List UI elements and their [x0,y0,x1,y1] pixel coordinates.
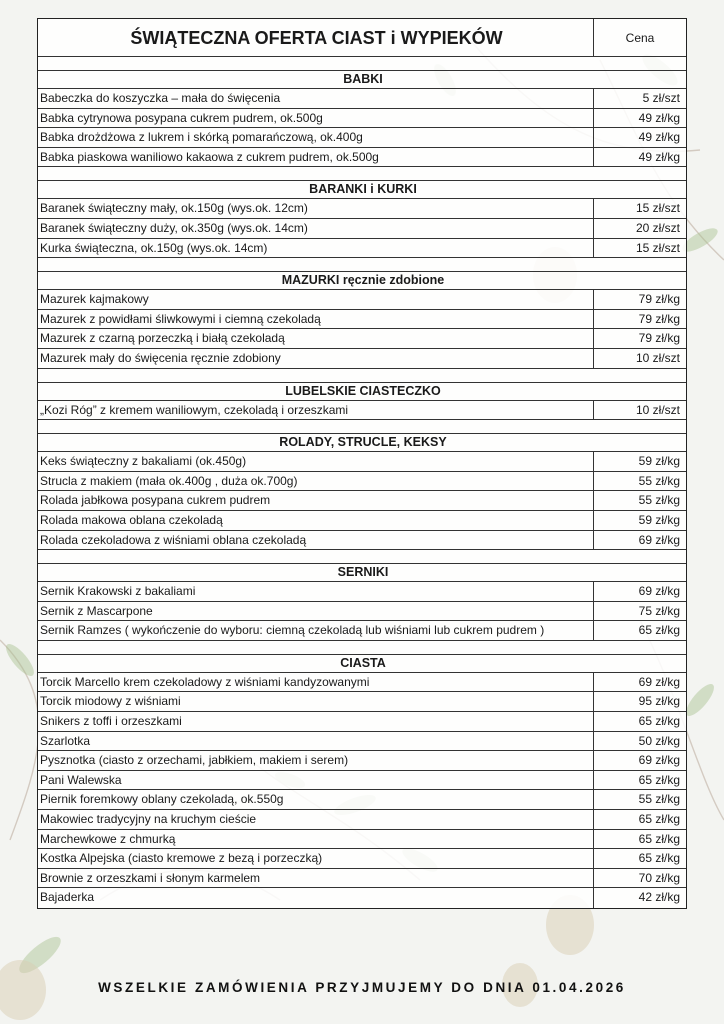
item-name: Kostka Alpejska (ciasto kremowe z bezą i porzeczką) [40,851,323,866]
item-name: Rolada czekoladowa z wiśniami oblana czekoladą [40,532,307,547]
menu-item-row [38,673,686,693]
item-price: 65 zł/kg [593,810,686,829]
menu-item-row [38,401,686,421]
section-spacer [38,550,686,564]
category-title: CIASTA [340,655,386,670]
item-name: Babka piaskowa waniliowo kakaowa z cukrem pudrem, ok.500g [40,149,379,164]
item-price: 20 zł/szt [593,219,686,238]
category-header [38,564,686,582]
item-price: 59 zł/kg [593,452,686,471]
menu-item-row [38,888,686,908]
menu-item-row [38,771,686,791]
item-price: 69 zł/kg [593,582,686,601]
section-spacer [38,258,686,272]
item-name: Babeczka do koszyczka – mała do święcenia [40,91,281,105]
item-price: 95 zł/kg [593,692,686,711]
menu-item-row [38,239,686,259]
item-name: Torcik Marcello krem czekoladowy z wiśniami kandyzowanymi [40,674,370,689]
item-price: 5 zł/szt [593,89,686,108]
item-name: Baranek świąteczny mały, ok.150g (wys.ok. 12cm) [40,201,308,216]
item-price: 49 zł/kg [593,128,686,147]
item-price: 50 zł/kg [593,732,686,751]
price-menu-table [37,18,687,909]
item-price: 79 zł/kg [593,290,686,309]
menu-item-row [38,452,686,472]
section-spacer [38,420,686,434]
item-price: 69 zł/kg [593,673,686,692]
item-price: 55 zł/kg [593,491,686,510]
category-header [38,71,686,89]
order-deadline-footer: WSZELKIE ZAMÓWIENIA PRZYJMUJEMY DO DNIA 01.04.2026 [98,980,626,995]
item-price: 79 zł/kg [593,310,686,329]
menu-item-row [38,621,686,641]
category-header [38,272,686,290]
item-name: Pani Walewska [40,772,122,787]
menu-item-row [38,531,686,551]
item-price: 79 zł/kg [593,329,686,348]
item-name: Rolada makowa oblana czekoladą [40,512,223,527]
item-price: 65 zł/kg [593,849,686,868]
item-name: Szarlotka [40,733,91,748]
item-name: Makowiec tradycyjny na kruchym cieście [40,812,257,827]
item-price: 55 zł/kg [593,790,686,809]
category-title: BARANKI i KURKI [309,182,417,197]
item-name: Mazurek kajmakowy [40,292,149,307]
item-name: Kurka świąteczna, ok.150g (wys.ok. 14cm) [40,240,268,255]
item-name: Strucla z makiem (mała ok.400g , duża ok.700g) [40,473,298,488]
menu-item-row [38,290,686,310]
category-title: MAZURKI ręcznie zdobione [281,273,445,288]
item-name: Piernik foremkowy oblany czekoladą, ok.550g [40,792,284,807]
item-price: 42 zł/kg [593,888,686,908]
item-name: Babka cytrynowa posypana cukrem pudrem, ok.500g [40,110,323,125]
section-spacer [38,167,686,181]
item-name: Sernik z Mascarpone [40,603,153,618]
item-name: Sernik Krakowski z bakaliami [40,584,196,599]
category-header [38,655,686,673]
item-price: 75 zł/kg [593,602,686,621]
category-header [38,434,686,452]
menu-item-row [38,790,686,810]
menu-item-row [38,712,686,732]
item-price: 65 zł/kg [593,771,686,790]
item-name: Mazurek z powidłami śliwkowymi i ciemną czekoladą [40,311,321,326]
menu-item-row [38,849,686,869]
menu-item-row [38,148,686,168]
menu-item-row [38,329,686,349]
item-price: 10 zł/szt [593,401,686,420]
item-name: Sernik Ramzes ( wykończenie do wyboru: ciemną czekoladą lub wiśniami lub cukrem pudrem ) [40,623,545,638]
item-price: 10 zł/szt [593,349,686,368]
item-name: Rolada jabłkowa posypana cukrem pudrem [40,493,271,508]
category-title: LUBELSKIE CIASTECZKO [285,383,441,398]
category-header [38,383,686,401]
item-name: Snikers z toffi i orzeszkami [40,714,182,729]
item-name: Brownie z orzeszkami i słonym karmelem [40,870,261,885]
item-name: Keks świąteczny z bakaliami (ok.450g) [40,454,247,469]
menu-item-row [38,310,686,330]
item-name: Babka drożdżowa z lukrem i skórką pomarańczową, ok.400g [40,130,363,145]
item-price: 49 zł/kg [593,109,686,128]
item-price: 70 zł/kg [593,869,686,888]
menu-item-row [38,219,686,239]
menu-item-row [38,692,686,712]
menu-item-row [38,751,686,771]
item-name: Baranek świąteczny duży, ok.350g (wys.ok. 14cm) [40,220,308,235]
item-price: 59 zł/kg [593,511,686,530]
menu-item-row [38,89,686,109]
menu-item-row [38,582,686,602]
item-name: Mazurek z czarną porzeczką i białą czekoladą [40,331,285,346]
item-name: „Kozi Róg” z kremem waniliowym, czekoladą i orzeszkami [40,402,349,417]
item-price: 65 zł/kg [593,830,686,849]
item-name: Pysznotka (ciasto z orzechami, jabłkiem, makiem i serem) [40,753,349,768]
menu-item-row [38,349,686,369]
menu-item-row [38,732,686,752]
category-title: ROLADY, STRUCLE, KEKSY [279,435,447,450]
item-price: 55 zł/kg [593,472,686,491]
menu-item-row [38,128,686,148]
menu-title: ŚWIĄTECZNA OFERTA CIAST i WYPIEKÓW [130,28,503,48]
item-price: 15 zł/szt [593,239,686,258]
item-price: 65 zł/kg [593,621,686,640]
price-column-header: Cena [593,19,686,56]
item-price: 65 zł/kg [593,712,686,731]
category-header [38,181,686,199]
category-title: SERNIKI [337,565,389,580]
category-title: BABKI [343,72,383,86]
item-name: Bajaderka [40,890,95,905]
menu-item-row [38,199,686,219]
item-price: 49 zł/kg [593,148,686,167]
menu-item-row [38,472,686,492]
section-spacer [38,641,686,655]
item-price: 15 zł/szt [593,199,686,218]
section-spacer [38,369,686,383]
menu-item-row [38,491,686,511]
item-price: 69 zł/kg [593,751,686,770]
item-name: Marchewkowe z chmurką [40,831,176,846]
menu-item-row [38,830,686,850]
menu-item-row [38,511,686,531]
menu-header-row [38,19,686,57]
menu-item-row [38,602,686,622]
section-spacer [38,57,686,71]
menu-item-row [38,810,686,830]
menu-item-row [38,109,686,129]
menu-item-row [38,869,686,889]
item-name: Mazurek mały do święcenia ręcznie zdobiony [40,350,281,365]
item-price: 69 zł/kg [593,531,686,550]
item-name: Torcik miodowy z wiśniami [40,694,181,709]
